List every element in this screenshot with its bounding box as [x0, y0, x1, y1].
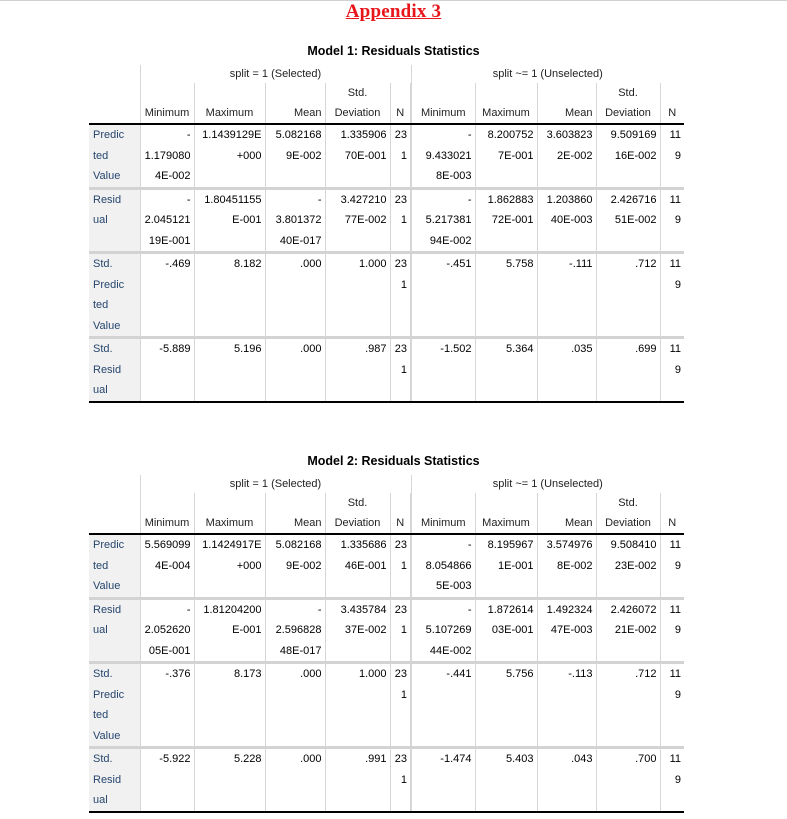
table-row: [89, 188, 684, 253]
cell: 3.574976 8E-002: [537, 534, 596, 598]
cell: 5.082168 9E-002: [265, 124, 325, 188]
row-label: Std. Predic ted Value: [89, 663, 140, 748]
cell: 5.228: [194, 748, 265, 812]
header-minimum: Minimum: [411, 83, 475, 124]
cell: - 8.054866 5E-003: [411, 534, 475, 598]
appendix-title: Appendix 3: [345, 1, 442, 22]
table-row: [89, 253, 684, 338]
table-row: [89, 598, 684, 663]
split-selected-label: split = 1 (Selected): [140, 475, 411, 493]
header-n: N: [660, 493, 684, 534]
cell: .000: [265, 253, 325, 338]
cell: .699: [596, 338, 660, 402]
cell: .712: [596, 663, 660, 748]
cell: .712: [596, 253, 660, 338]
cell: 9.508410 23E-002: [596, 534, 660, 598]
table-row: [89, 124, 684, 188]
split-selected-label: split = 1 (Selected): [140, 65, 411, 83]
model-1-title: Model 1: Residuals Statistics: [307, 44, 480, 58]
cell: 2.426716 51E-002: [596, 188, 660, 253]
cell: 1.872614 03E-001: [475, 598, 537, 663]
cell: -1.474: [411, 748, 475, 812]
row-label: Std. Resid ual: [89, 338, 140, 402]
cell: 2.426072 21E-002: [596, 598, 660, 663]
cell: 9.509169 16E-002: [596, 124, 660, 188]
header-maximum: Maximum: [194, 493, 265, 534]
row-label: Std. Resid ual: [89, 748, 140, 812]
split-unselected-label: split ~= 1 (Unselected): [411, 65, 684, 83]
cell: 11 9: [660, 663, 684, 748]
split-unselected-label: split ~= 1 (Unselected): [411, 475, 684, 493]
cell: 11 9: [660, 338, 684, 402]
cell: 5.758: [475, 253, 537, 338]
row-label: Predic ted Value: [89, 534, 140, 598]
cell: -.441: [411, 663, 475, 748]
cell: 8.182: [194, 253, 265, 338]
cell: 23 1: [390, 188, 411, 253]
cell: .000: [265, 748, 325, 812]
cell: -.113: [537, 663, 596, 748]
cell: -.469: [140, 253, 194, 338]
cell: 11 9: [660, 748, 684, 812]
model-1-table: [89, 65, 684, 403]
cell: -.376: [140, 663, 194, 748]
header-n: N: [660, 83, 684, 124]
cell: 11 9: [660, 253, 684, 338]
cell: 1.81204200 E-001: [194, 598, 265, 663]
cell: 1.492324 47E-003: [537, 598, 596, 663]
cell: .700: [596, 748, 660, 812]
cell: 3.427210 77E-002: [325, 188, 390, 253]
header-std-deviation: Std. Deviation: [325, 493, 390, 534]
header-n: N: [390, 493, 411, 534]
cell: -5.889: [140, 338, 194, 402]
cell: 8.173: [194, 663, 265, 748]
cell: 5.196: [194, 338, 265, 402]
cell: 23 1: [390, 748, 411, 812]
header-mean: Mean: [265, 83, 325, 124]
cell: 8.195967 1E-001: [475, 534, 537, 598]
cell: .000: [265, 663, 325, 748]
cell: - 2.045121 19E-001: [140, 188, 194, 253]
model-2-title: Model 2: Residuals Statistics: [307, 454, 480, 468]
cell: -5.922: [140, 748, 194, 812]
header-std-deviation: Std. Deviation: [596, 83, 660, 124]
header-mean: Mean: [265, 493, 325, 534]
cell: 11 9: [660, 188, 684, 253]
cell: - 9.433021 8E-003: [411, 124, 475, 188]
cell: 5.569099 4E-004: [140, 534, 194, 598]
cell: 1.1439129E +000: [194, 124, 265, 188]
row-label: Predic ted Value: [89, 124, 140, 188]
cell: -1.502: [411, 338, 475, 402]
cell: 1.335906 70E-001: [325, 124, 390, 188]
model-2-table: [89, 475, 684, 813]
table-row: [89, 663, 684, 748]
row-label: Resid ual: [89, 598, 140, 663]
cell: - 2.596828 48E-017: [265, 598, 325, 663]
cell: 11 9: [660, 598, 684, 663]
table-row: [89, 748, 684, 812]
cell: -.111: [537, 253, 596, 338]
cell: 1.335686 46E-001: [325, 534, 390, 598]
header-minimum: Minimum: [140, 83, 194, 124]
header-mean: Mean: [537, 493, 596, 534]
cell: .000: [265, 338, 325, 402]
cell: 23 1: [390, 338, 411, 402]
cell: .043: [537, 748, 596, 812]
header-std-deviation: Std. Deviation: [325, 83, 390, 124]
cell: 23 1: [390, 253, 411, 338]
table-row: [89, 338, 684, 402]
cell: 5.364: [475, 338, 537, 402]
header-minimum: Minimum: [140, 493, 194, 534]
cell: 1.862883 72E-001: [475, 188, 537, 253]
cell: 23 1: [390, 663, 411, 748]
header-maximum: Maximum: [475, 83, 537, 124]
cell: 23 1: [390, 534, 411, 598]
cell: 11 9: [660, 124, 684, 188]
cell: 1.000: [325, 663, 390, 748]
table-row: [89, 534, 684, 598]
header-std-deviation: Std. Deviation: [596, 493, 660, 534]
header-minimum: Minimum: [411, 493, 475, 534]
header-maximum: Maximum: [475, 493, 537, 534]
cell: .035: [537, 338, 596, 402]
cell: - 5.217381 94E-002: [411, 188, 475, 253]
header-maximum: Maximum: [194, 83, 265, 124]
cell: 3.435784 37E-002: [325, 598, 390, 663]
cell: - 3.801372 40E-017: [265, 188, 325, 253]
cell: 1.1424917E +000: [194, 534, 265, 598]
cell: 11 9: [660, 534, 684, 598]
cell: 5.403: [475, 748, 537, 812]
cell: 1.80451155 E-001: [194, 188, 265, 253]
cell: 1.000: [325, 253, 390, 338]
cell: - 5.107269 44E-002: [411, 598, 475, 663]
header-mean: Mean: [537, 83, 596, 124]
cell: 5.082168 9E-002: [265, 534, 325, 598]
row-label: Std. Predic ted Value: [89, 253, 140, 338]
cell: - 1.179080 4E-002: [140, 124, 194, 188]
row-label: Resid ual: [89, 188, 140, 253]
cell: .991: [325, 748, 390, 812]
cell: 23 1: [390, 124, 411, 188]
cell: 23 1: [390, 598, 411, 663]
cell: 8.200752 7E-001: [475, 124, 537, 188]
cell: 5.756: [475, 663, 537, 748]
cell: -.451: [411, 253, 475, 338]
cell: - 2.052620 05E-001: [140, 598, 194, 663]
cell: 1.203860 40E-003: [537, 188, 596, 253]
cell: .987: [325, 338, 390, 402]
header-n: N: [390, 83, 411, 124]
cell: 3.603823 2E-002: [537, 124, 596, 188]
